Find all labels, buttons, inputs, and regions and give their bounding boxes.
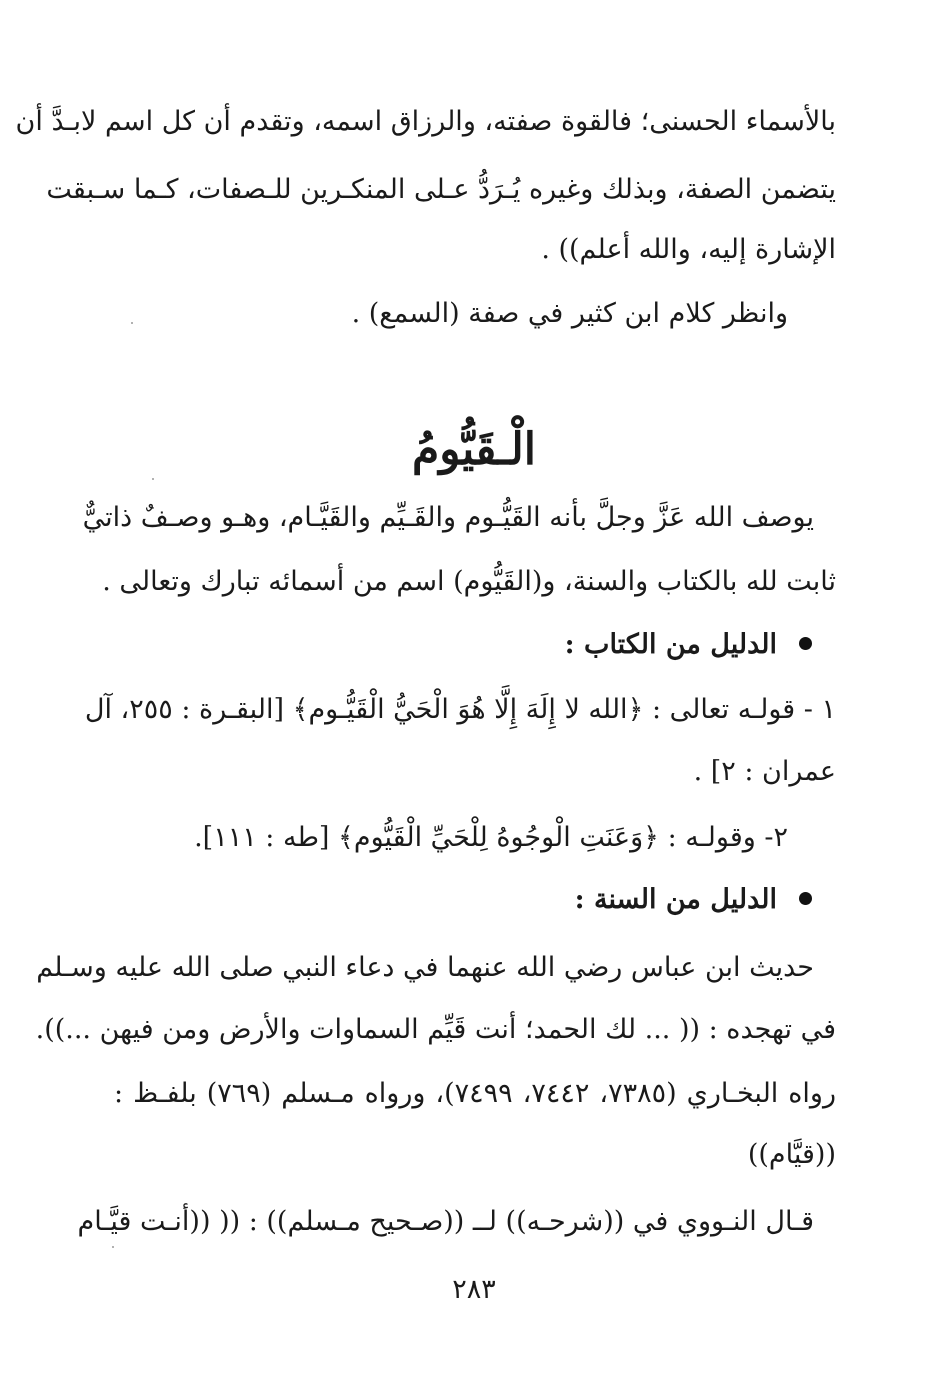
paragraph-4-line-3: رواه البخـاري (٧٣٨٥، ٧٤٤٢، ٧٤٩٩)، ورواه مـسلم (٧٦٩) بلفـظ :: [114, 1078, 837, 1109]
evidence-book-item-2: ٢- وقولـه : ﴿وَعَنَتِ الْوجُوهُ لِلْحَيِّ الْقَيُّوم﴾ [طه : ١١١].: [194, 822, 788, 853]
scan-speck: [112, 1246, 114, 1248]
paragraph-5-line-1: قـال النـووي في ((شرحـه)) لــ ((صـحيح مـسلم)) : (( ((أنـت قيَّـام: [77, 1206, 814, 1237]
evidence-book-item-1-line-2: عمران : ٢] .: [693, 756, 836, 787]
paragraph-3-line-2: ثابت لله بالكتاب والسنة، و(القَيُّوم) اسم من أسمائه تبارك وتعالى .: [102, 566, 836, 597]
section-heading: الْـقَيُّومُ: [411, 424, 537, 475]
paragraph-1-line-2: يتضمن الصفة، وبذلك وغيره يُـرَدُّ عـلى المنكـرين للـصفات، كـما سـبقت: [46, 174, 836, 205]
evidence-sunnah-heading-label: الدليل من السنة :: [574, 884, 777, 915]
paragraph-1-line-1: بالأسماء الحسنى؛ فالقوة صفته، والرزاق اسمه، وتقدم أن كل اسم لابـدَّ أن: [15, 106, 836, 137]
bullet-icon: [799, 637, 812, 650]
scan-speck: [131, 322, 133, 324]
paragraph-1-line-3: الإشارة إليه، والله أعلم)) .: [541, 234, 836, 265]
paragraph-4-line-2: في تهجده : (( ... لك الحمد؛ أنت قَيِّم السماوات والأرض ومن فيهن ...)).: [35, 1014, 836, 1045]
paragraph-4-line-4: ((قيَّام)): [747, 1139, 836, 1170]
scan-speck: [152, 478, 154, 480]
paragraph-4-line-1: حديث ابن عباس رضي الله عنهما في دعاء النبي صلى الله عليه وسـلم: [36, 952, 814, 983]
evidence-book-heading-label: الدليل من الكتاب :: [564, 629, 777, 660]
paragraph-2: وانظر كلام ابن كثير في صفة (السمع) .: [351, 298, 788, 329]
evidence-book-heading: [565, 625, 812, 665]
evidence-sunnah-heading: [575, 880, 812, 920]
page-number: ٢٨٣: [452, 1274, 496, 1305]
bullet-icon: [799, 892, 812, 905]
paragraph-3-line-1: يوصف الله عَزَّ وجلَّ بأنه القَيُّـوم والقَـيِّم والقَيَّـام، وهـو وصـفٌ ذاتيٌّ: [82, 502, 814, 533]
evidence-book-item-1-line-1: ١ - قولـه تعالى : ﴿الله لا إِلَهَ إِلَّا هُوَ الْحَيُّ الْقَيُّـوم﴾ [البقـرة : ٢٥٥، آل: [84, 694, 836, 725]
